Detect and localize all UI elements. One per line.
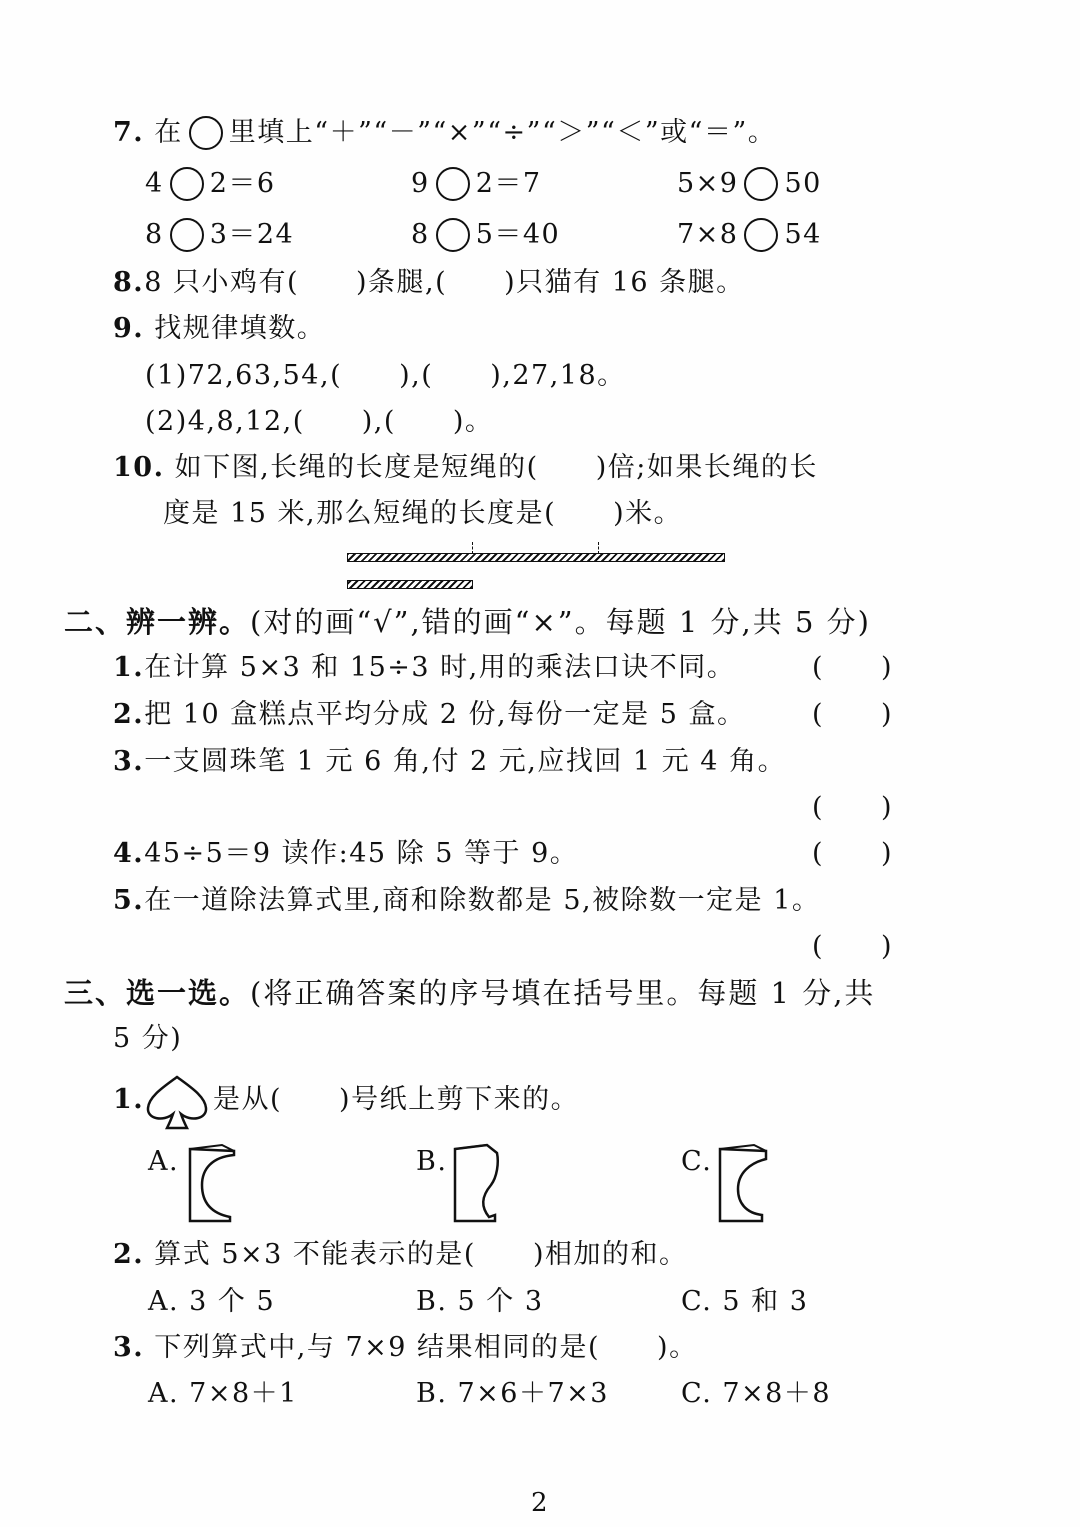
q9 bbox=[113, 312, 325, 346]
s3-q1-number: 1. bbox=[113, 1084, 145, 1115]
q7-text-post: 里填上“＋”“－”“×”“÷”“＞”“＜”或“＝”。 bbox=[228, 117, 777, 148]
rope-divider-tick bbox=[472, 542, 473, 554]
short-rope bbox=[347, 580, 473, 589]
q7-item-4: 8 3＝24 bbox=[145, 219, 295, 250]
page-number: 2 bbox=[531, 1488, 548, 1518]
folded-paper-a-icon bbox=[186, 1143, 242, 1225]
s3-q2-opt-b: B. 5 个 3 bbox=[416, 1286, 544, 1317]
answer-circle[interactable] bbox=[744, 167, 778, 201]
answer-paren[interactable]: ( ) bbox=[812, 838, 894, 869]
section2-title: 二、辨一辨。 bbox=[64, 605, 251, 639]
q10-line2: 度是 15 米,那么短绳的长度是( )米。 bbox=[163, 498, 683, 529]
s3-q2-opt-c: C. 5 和 3 bbox=[681, 1286, 809, 1317]
answer-paren[interactable]: ( ) bbox=[812, 931, 894, 962]
s3-q1-text: 是从( )号纸上剪下来的。 bbox=[213, 1084, 580, 1115]
s3-q2-opt-a: A. 3 个 5 bbox=[148, 1286, 276, 1317]
long-rope bbox=[347, 553, 725, 562]
q8 bbox=[113, 266, 745, 300]
s2-item-2: 2.把 10 盒糕点平均分成 2 份,每份一定是 5 盒。 bbox=[113, 699, 746, 730]
q7-text-pre: 在 bbox=[154, 117, 183, 148]
answer-circle[interactable] bbox=[436, 218, 470, 252]
folded-paper-b-icon bbox=[451, 1143, 507, 1225]
q10 bbox=[113, 451, 818, 485]
q10-number: 10. bbox=[113, 452, 165, 483]
s3-q3-opt-b: B. 7×6＋7×3 bbox=[416, 1378, 609, 1409]
blank-circle-icon bbox=[189, 116, 223, 150]
answer-circle[interactable] bbox=[170, 218, 204, 252]
s3-q1-opt-a: A. bbox=[148, 1146, 180, 1177]
q8-text: 8 只小鸡有( )条腿,( )只猫有 16 条腿。 bbox=[144, 267, 745, 298]
section3-note-cont: 5 分) bbox=[113, 1023, 183, 1054]
rope-divider-tick bbox=[598, 542, 599, 554]
section3-heading bbox=[64, 976, 875, 1010]
s2-item-1: 1.在计算 5×3 和 15÷3 时,用的乘法口诀不同。 bbox=[113, 652, 736, 683]
answer-paren[interactable]: ( ) bbox=[812, 792, 894, 823]
s2-item-4: 4.45÷5＝9 读作:45 除 5 等于 9。 bbox=[113, 838, 579, 869]
answer-circle[interactable] bbox=[744, 218, 778, 252]
folded-paper-c-icon bbox=[716, 1143, 772, 1225]
s3-q3-opt-a: A. 7×8＋1 bbox=[148, 1378, 298, 1409]
q7-number: 7. bbox=[113, 117, 145, 148]
s3-q2: 2. 算式 5×3 不能表示的是( )相加的和。 bbox=[113, 1239, 688, 1270]
answer-paren[interactable]: ( ) bbox=[812, 652, 894, 683]
q9-sub1: (1)72,63,54,( ),( ),27,18。 bbox=[145, 360, 626, 391]
section3-title: 三、选一选。 bbox=[64, 976, 251, 1010]
section2-note: (对的画“√”,错的画“×”。每题 1 分,共 5 分) bbox=[250, 605, 871, 639]
s2-item-5: 5.在一道除法算式里,商和除数都是 5,被除数一定是 1。 bbox=[113, 885, 821, 916]
s2-item-3: 3.一支圆珠笔 1 元 6 角,付 2 元,应找回 1 元 4 角。 bbox=[113, 746, 787, 777]
answer-circle[interactable] bbox=[436, 167, 470, 201]
answer-paren[interactable]: ( ) bbox=[812, 699, 894, 730]
section2-heading bbox=[64, 605, 871, 639]
q7-item-5: 8 5＝40 bbox=[411, 219, 561, 250]
q7-item-6: 7×8 54 bbox=[677, 219, 822, 250]
q10-line1: 如下图,长绳的长度是短绳的( )倍;如果长绳的长 bbox=[174, 452, 818, 483]
q8-number: 8. bbox=[113, 267, 145, 298]
s3-q3: 3. 下列算式中,与 7×9 结果相同的是( )。 bbox=[113, 1332, 698, 1363]
section3-note: (将正确答案的序号填在括号里。每题 1 分,共 bbox=[250, 976, 876, 1010]
q9-number: 9. bbox=[113, 313, 145, 344]
s3-q1-opt-b: B. bbox=[416, 1146, 448, 1177]
s3-q3-opt-c: C. 7×8＋8 bbox=[681, 1378, 832, 1409]
q7-item-3: 5×9 50 bbox=[677, 168, 822, 199]
spade-shape-icon bbox=[143, 1074, 211, 1134]
answer-circle[interactable] bbox=[170, 167, 204, 201]
q7-item-1: 4 2＝6 bbox=[145, 168, 276, 199]
q9-sub2: (2)4,8,12,( ),( )。 bbox=[145, 406, 494, 437]
s3-q1-opt-c: C. bbox=[681, 1146, 713, 1177]
q7-stem bbox=[113, 116, 776, 150]
q9-text: 找规律填数。 bbox=[154, 313, 326, 344]
q7-item-2: 9 2＝7 bbox=[411, 168, 542, 199]
